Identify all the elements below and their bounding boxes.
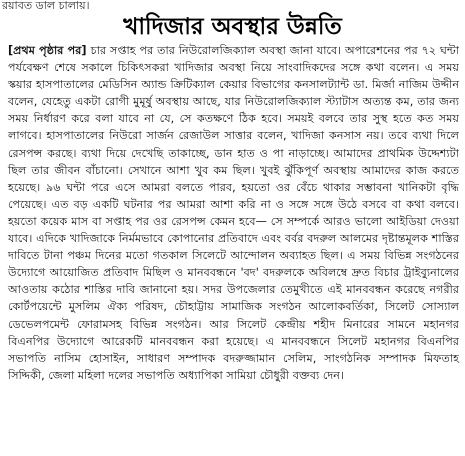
article-body xyxy=(8,42,459,384)
article-headline: খাদিজার অবস্থার উন্নতি xyxy=(123,14,342,40)
previous-article-fragment: রয়াবত ডাল চালায়। xyxy=(2,0,90,12)
continuation-lead: [প্রথম পৃষ্ঠার পর] xyxy=(8,44,91,57)
article-body-text: চার সপ্তাহ পর তার নিউরোলজিক্যাল অবস্থা জানা যাবে। অপারেশনের পর ৭২ ঘন্টা পর্যবেক্ষণ শেষে সকালে চিকিৎসকরা খাদিজার অবস্থা নিয়ে সাংবাদিকদের সঙ্গে কথা বলেন। এ সময় স্কয়ার হাসপাতালের মেডিসিন অ্যান্ড ক্রিটিক্যাল কেয়ার বিভাগের কনসালট্যান্ট ডা. মির্জা নাজিম উদ্দীন বলেন, যেহেতু একটা রোগী মুমূর্ষু অবস্থায় আছে, যার নিউরোলজিক্যাল স্ট্যাটাস অত্যন্ত কম, তার জন্য সময় নির্ধারণ করে বলা যাবে না যে, সে কতক্ষণে ঠিক হবে। সময়ই বলবে তার সুস্থ হতে কত সময় লাগবে। হাসপাতালের নিউরো সার্জন রেজাউল সাত্তার বলেন, খাদিজা কনসাস নয়। তবে ব্যথা দিলে রেসপন্স করছে। ব্যথা দিয়ে দেখেছি তাকাচ্ছে, ডান হাত ও পা নাড়াচ্ছে। আমাদের প্রাথমিক উদ্দেশ্যটা ছিল তার জীবন বাঁচানো। সেখানে আশা খুব কম ছিল। খুবই ঝুঁকিপূর্ণ অবস্থায় আমাদের কাজ করতে হয়েছে। ৯৬ ঘন্টা পরে এসে আমরা বলতে পারব, হয়তো ওর বেঁচে থাকার সম্ভাবনা খানিকটা বৃদ্ধি পেয়েছে। এত বড় একটি ঘটনার পর আমরা আশা করি না ও সঙ্গে সঙ্গে উঠে বসবে বা কথা বলবে। হয়তো কয়েক মাস বা সপ্তাহ পর ওর রেসপন্স কেমন হবে— সে সম্পর্কে আরও ভালো আইডিয়া দেওয়া যাবে। এদিকে খাদিজাকে নির্মমভাবে কোপানোর প্রতিবাদে এবং বর্বর বদরুল আলমের দৃষ্টান্তমূলক শাস্তির দাবিতে টানা পঞ্চম দিনের মতো গতকাল সিলেটে আন্দোলন অব্যাহত ছিল। এ সময় বিভিন্ন সংগঠনের উদ্যোগে আয়োজিত প্রতিবাদ মিছিল ও মানববন্ধনে 'বদ' বদরুলকে অবিলম্বে দ্রুত বিচার ট্রাইব্যুনালের আওতায় কঠোর শাস্তির দাবি জানানো হয়। সদর উপজেলার তেমুখীতে এই মানববন্ধন করেছে নগরীর কোর্টপয়েন্টে মুসলিম ঐক্য পরিষদ, চৌহাট্টায় সামাজিক সংগঠন আলোকবর্তিকা, সিলেট সোস্যাল ডেভেলপমেন্ট ফোরামসহ বিভিন্ন সংগঠন। আর সিলেট কেন্দ্রীয় শহীদ মিনারের সামনে মহানগর বিএনপির উদ্যোগে আরেকটি মানববন্ধন করা হয়েছে। এ মানববন্ধনে সিলেট মহানগর বিএনপির সভাপতি নাসিম হোসাইন, সাধারণ সম্পাদক বদরুজ্জামান সেলিম, সাংগঠনিক সম্পাদক মিফতাহ সিদ্দিকী, জেলা মহিলা দলের সভাপতি অধ্যাপিকা সামিয়া চৌধুরী বক্তব্য দেন। xyxy=(8,44,459,382)
